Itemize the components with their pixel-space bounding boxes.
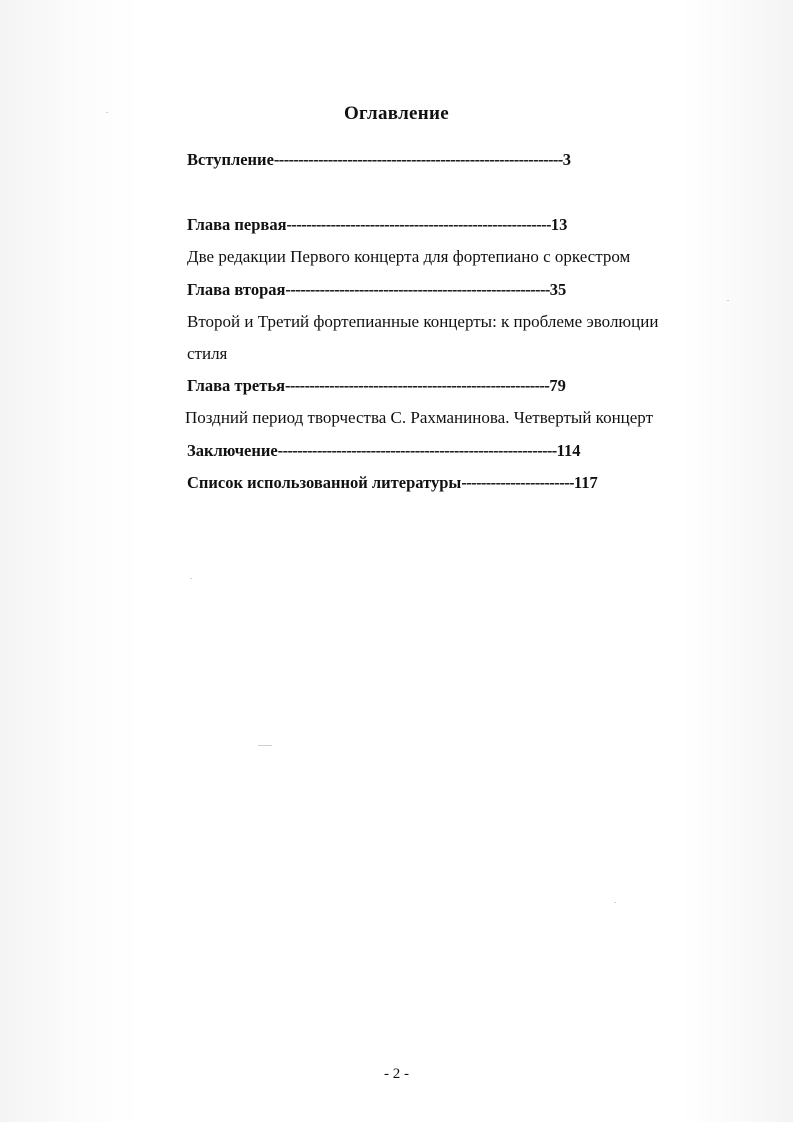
- toc-entry-conclusion: [187, 441, 581, 461]
- toc-page-number: 3: [562, 150, 571, 169]
- toc-chapter-2-description-cont: стиля: [187, 344, 228, 363]
- toc-entry-label: Заключение: [187, 441, 278, 460]
- scan-speck: [190, 578, 192, 579]
- toc-entry-chapter-1: [187, 215, 567, 235]
- toc-leader: ------------------------------------------------------: [285, 280, 550, 299]
- toc-entry-bibliography: [187, 473, 598, 493]
- toc-leader: -----------------------------------------------------------: [273, 150, 563, 169]
- page-title: Оглавление: [343, 103, 450, 124]
- page-number: - 2 -: [384, 1066, 409, 1082]
- toc-entry-label: Список использованной литературы: [187, 473, 462, 492]
- toc-chapter-3-description: Поздний период творчества С. Рахманинова. Четвертый концерт: [185, 408, 654, 427]
- toc-entry-label: Глава первая: [187, 215, 287, 234]
- toc-entry-label: Глава третья: [187, 376, 285, 395]
- toc-leader: ------------------------------------------------------: [286, 215, 551, 234]
- toc-page-number: 35: [549, 280, 567, 299]
- scan-speck: [614, 902, 616, 903]
- toc-leader: ------------------------------------------------------: [285, 376, 550, 395]
- toc-leader: ---------------------------------------------------------: [277, 441, 557, 460]
- scan-speck: [727, 300, 729, 301]
- toc-leader: -----------------------: [461, 473, 574, 492]
- toc-entry-label: Глава вторая: [187, 280, 286, 299]
- toc-chapter-2-description: Второй и Третий фортепианные концерты: к проблеме эволюции: [187, 312, 659, 331]
- toc-page-number: 13: [550, 215, 568, 234]
- toc-entry-intro: [187, 150, 571, 170]
- toc-page-number: 79: [549, 376, 566, 395]
- toc-chapter-1-description: Две редакции Первого концерта для фортепиано с оркестром: [187, 247, 631, 266]
- toc-page-number: 114: [556, 441, 581, 460]
- scan-speck: [258, 745, 272, 746]
- toc-page-number: 117: [573, 473, 598, 492]
- toc-entry-chapter-3: [187, 376, 566, 396]
- toc-entry-chapter-2: [187, 280, 566, 300]
- toc-entry-label: Вступление: [187, 150, 274, 169]
